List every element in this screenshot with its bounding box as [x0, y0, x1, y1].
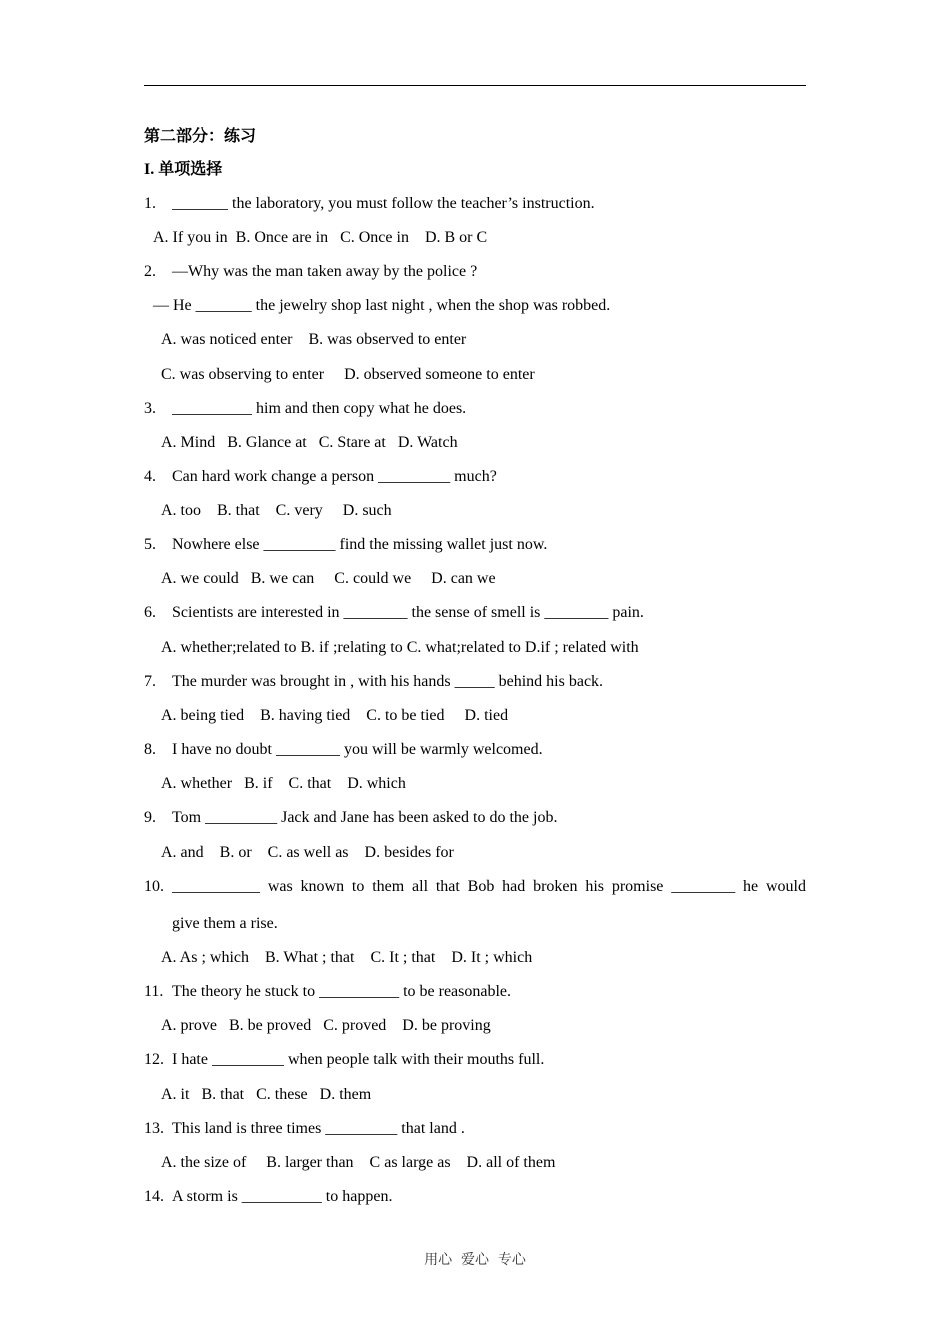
question-text: Scientists are interested in ________ the sense of smell is ________ pain.	[172, 604, 644, 621]
question-3	[144, 399, 466, 419]
question-text: Nowhere else _________ find the missing wallet just now.	[172, 536, 548, 553]
question-10-continued: give them a rise.	[172, 915, 278, 932]
options-10: A. As ; which B. What ; that C. It ; that D. It ; which	[161, 949, 533, 966]
question-text: Tom _________ Jack and Jane has been asked to do the job.	[172, 809, 558, 826]
options-6: A. whether;related to B. if ;relating to C. what;related to D.if ; related with	[161, 639, 639, 656]
question-14	[144, 1187, 392, 1207]
question-9	[144, 808, 557, 828]
question-number: 10.	[144, 878, 164, 895]
question-13	[144, 1119, 465, 1139]
question-number: 12.	[144, 1051, 164, 1068]
reply-2: — He _______ the jewelry shop last night , when the shop was robbed.	[153, 297, 611, 314]
options-7: A. being tied B. having tied C. to be tied D. tied	[161, 707, 509, 724]
question-text: —Why was the man taken away by the police ?	[172, 263, 478, 280]
question-number: 6.	[144, 604, 156, 621]
options-3: A. Mind B. Glance at C. Stare at D. Watch	[161, 434, 458, 451]
question-text: __________ him and then copy what he does.	[172, 400, 467, 417]
question-5	[144, 535, 547, 555]
question-11	[144, 982, 511, 1002]
question-4	[144, 467, 497, 487]
options-12: A. it B. that C. these D. them	[161, 1086, 372, 1103]
question-text: The murder was brought in , with his hands _____ behind his back.	[172, 673, 604, 690]
question-number: 3.	[144, 400, 156, 417]
question-7	[144, 672, 603, 692]
options-2b: C. was observing to enter D. observed someone to enter	[161, 366, 535, 383]
options-11: A. prove B. be proved C. proved D. be proving	[161, 1017, 491, 1034]
question-number: 7.	[144, 673, 156, 690]
options-5: A. we could B. we can C. could we D. can we	[161, 570, 496, 587]
question-text: A storm is __________ to happen.	[172, 1188, 393, 1205]
options-1: A. If you in B. Once are in C. Once in D. B or C	[153, 229, 488, 246]
question-2	[144, 262, 477, 282]
question-12	[144, 1050, 544, 1070]
part-title: I. 单项选择	[144, 161, 223, 178]
question-number: 1.	[144, 195, 156, 212]
options-13: A. the size of B. larger than C as large as D. all of them	[161, 1154, 556, 1171]
question-number: 13.	[144, 1120, 164, 1137]
options-8: A. whether B. if C. that D. which	[161, 775, 406, 792]
question-text: _______ the laboratory, you must follow the teacher’s instruction.	[172, 195, 595, 212]
question-number: 2.	[144, 263, 156, 280]
question-text: ___________ was known to them all that Bob had broken his promise ________ he would	[172, 878, 806, 895]
question-8	[144, 740, 543, 760]
question-number: 4.	[144, 468, 156, 485]
question-text: Can hard work change a person _________ much?	[172, 468, 497, 485]
question-number: 14.	[144, 1188, 164, 1205]
options-9: A. and B. or C. as well as D. besides for	[161, 844, 454, 861]
question-number: 8.	[144, 741, 156, 758]
question-6	[144, 603, 644, 623]
question-text: I have no doubt ________ you will be warmly welcomed.	[172, 741, 543, 758]
question-text: The theory he stuck to __________ to be reasonable.	[172, 983, 512, 1000]
header-rule	[144, 85, 806, 86]
question-text: This land is three times _________ that land .	[172, 1120, 465, 1137]
question-number: 9.	[144, 809, 156, 826]
question-1	[144, 194, 595, 214]
question-10	[144, 877, 806, 897]
question-number: 5.	[144, 536, 156, 553]
section-title: 第二部分：练习	[144, 128, 257, 145]
options-4: A. too B. that C. very D. such	[161, 502, 392, 519]
options-2a: A. was noticed enter B. was observed to enter	[161, 331, 467, 348]
question-text: I hate _________ when people talk with their mouths full.	[172, 1051, 545, 1068]
page-footer: 用心 爱心 专心	[424, 1252, 526, 1268]
question-number: 11.	[144, 983, 164, 1000]
